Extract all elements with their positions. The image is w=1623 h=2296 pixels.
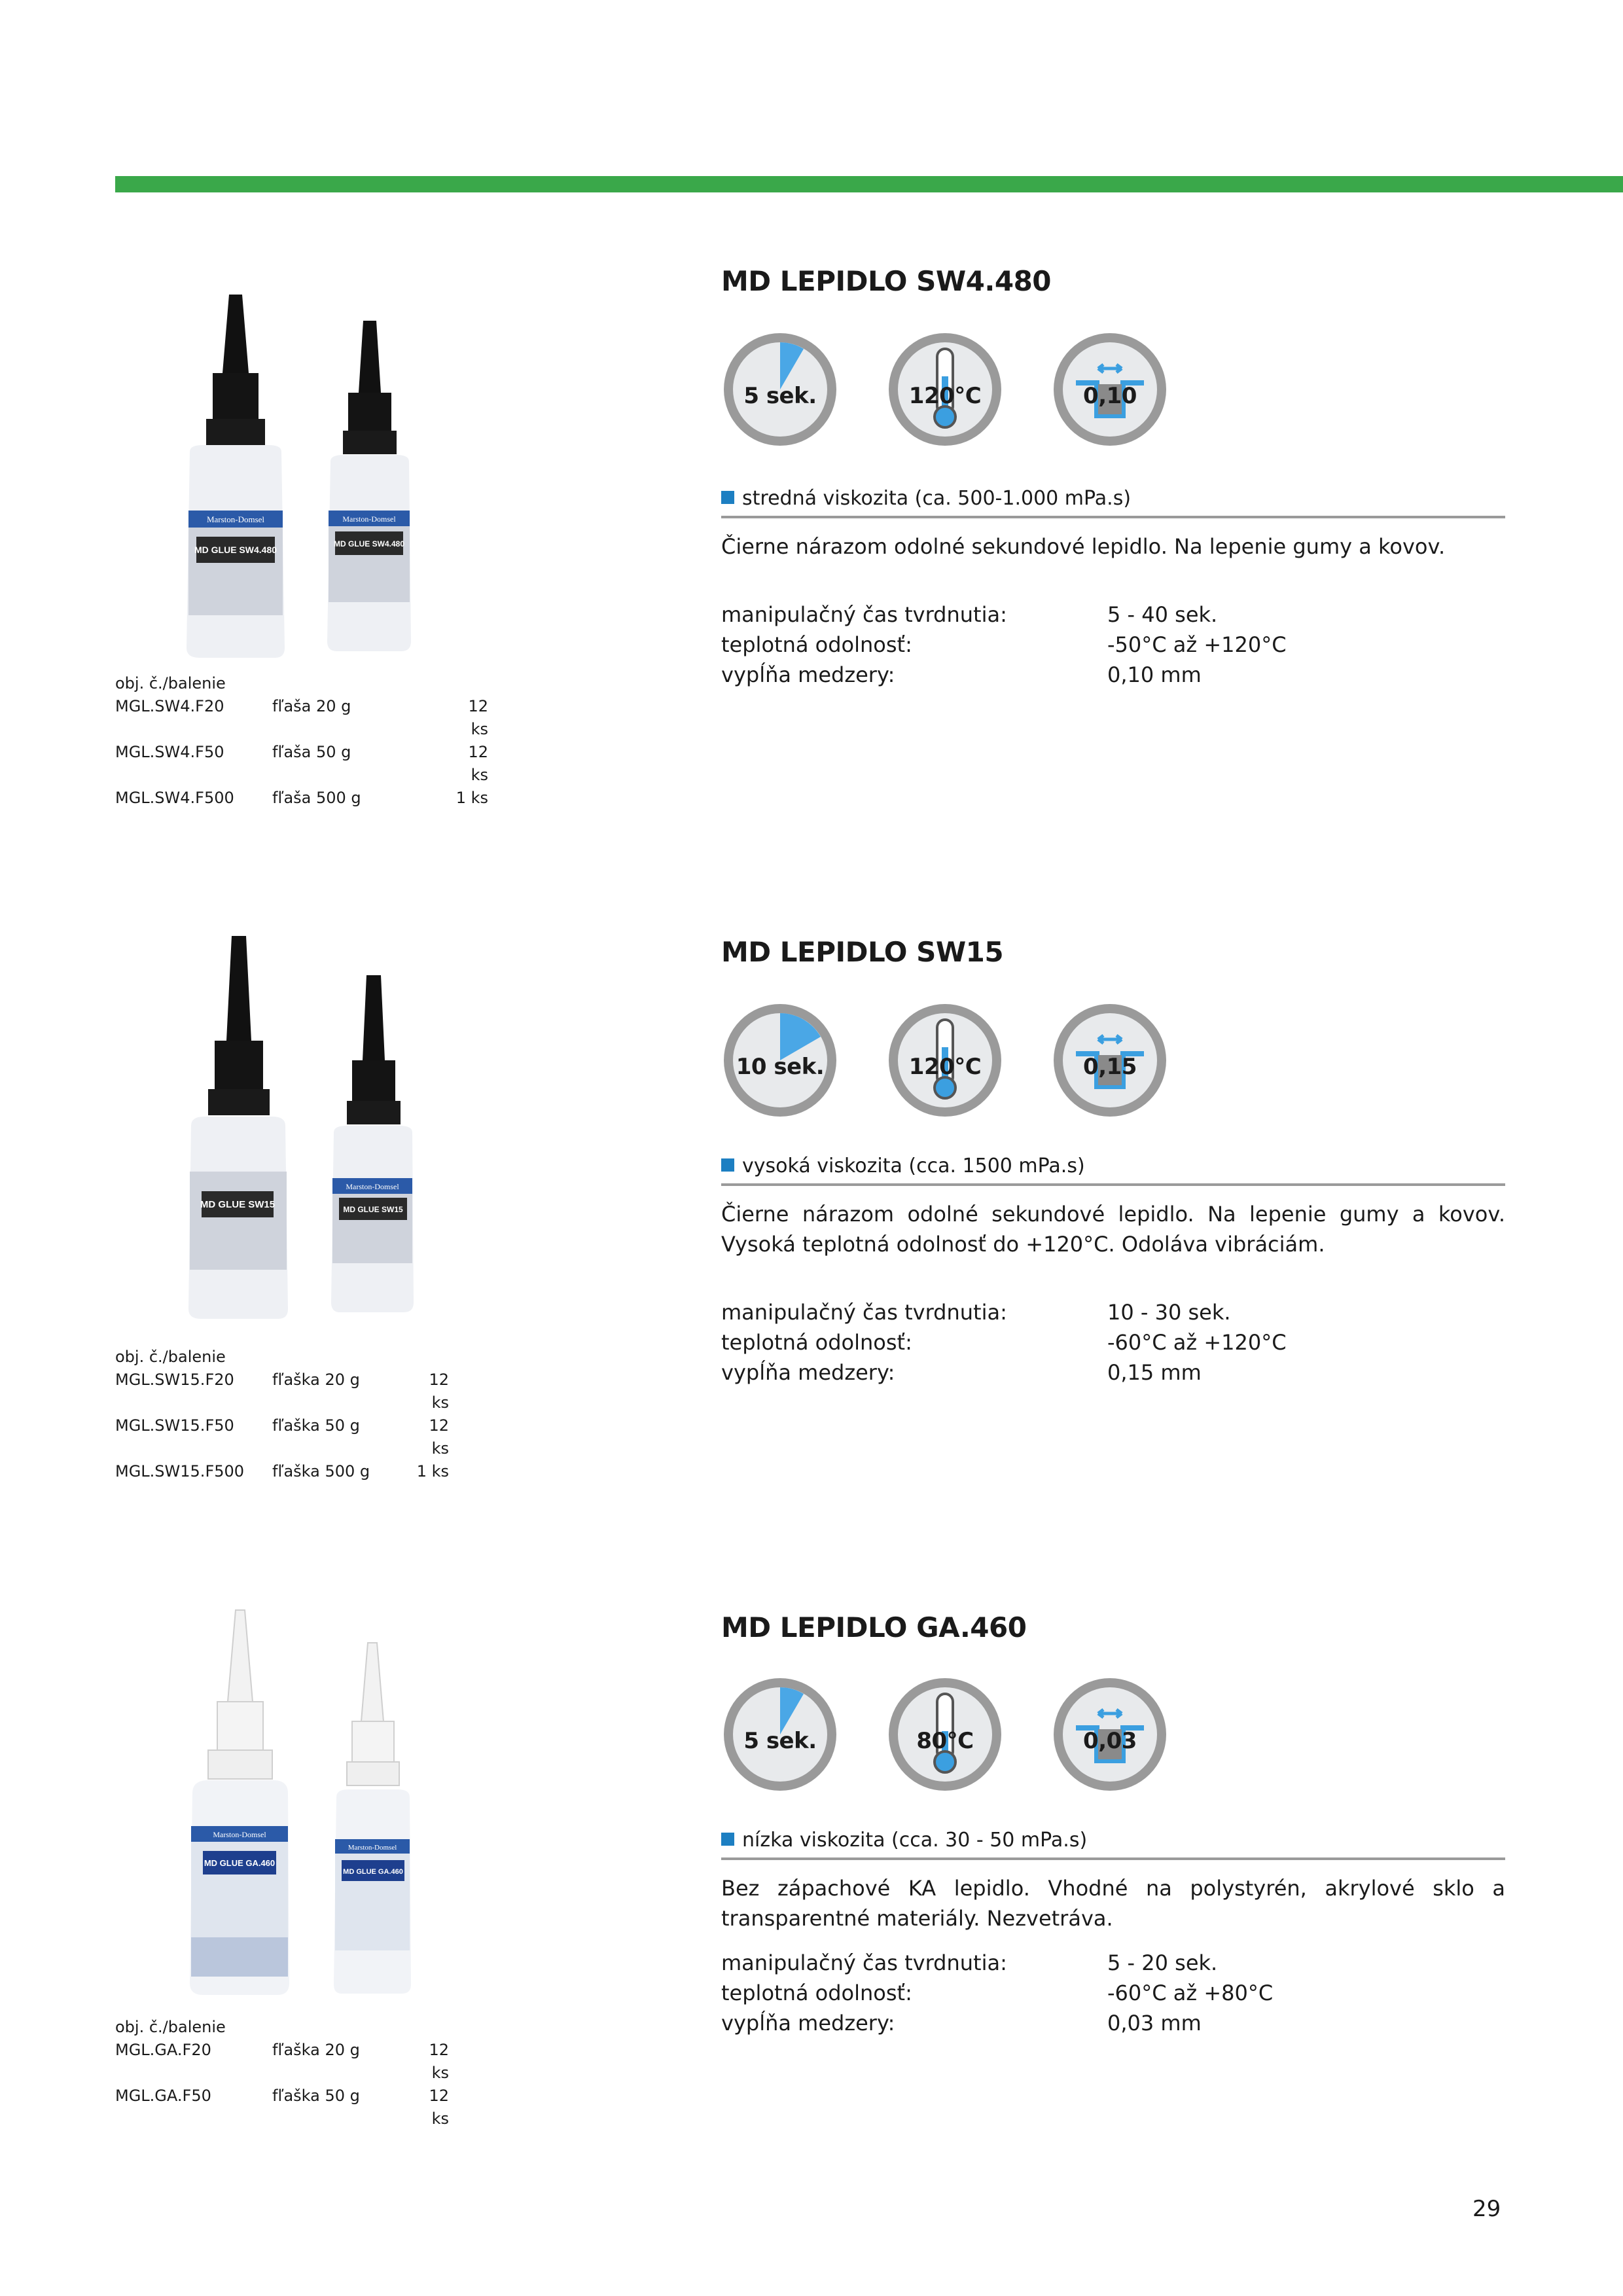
bottle-large bbox=[188, 936, 288, 1319]
spec-label: manipulačný čas tvrdnutia: bbox=[721, 602, 1007, 627]
product-photo-ga460 bbox=[177, 1604, 517, 2009]
order-qty: 1 ks bbox=[455, 789, 488, 807]
bottle-brand-text: Marston-Domsel bbox=[213, 1830, 266, 1839]
thermometer-icon bbox=[886, 1676, 1004, 1793]
product-description: Bez zápachové KA lepidlo. Vhodné na polystyrén, akrylové sklo a transparentné materiály. Nezvetráva. bbox=[721, 1876, 1505, 1931]
spec-value: 0,10 mm bbox=[1107, 662, 1202, 687]
thermometer-icon bbox=[886, 1001, 1004, 1119]
order-pack: fľaša 50 g bbox=[272, 743, 351, 761]
feature-icons bbox=[721, 1676, 1179, 1800]
product-title: MD LEPIDLO SW4.480 bbox=[721, 265, 1052, 297]
bottle-brand-text: Marston-Domsel bbox=[342, 514, 396, 524]
gap-fill-icon bbox=[1051, 1676, 1169, 1793]
bottle-product-text: MD GLUE SW4.480 bbox=[194, 545, 277, 555]
spec-row bbox=[721, 1978, 1273, 2008]
bottle-brand-text: Marston-Domsel bbox=[206, 514, 265, 524]
order-pack: fľaška 20 g bbox=[272, 2041, 360, 2059]
feature-icons bbox=[721, 1001, 1179, 1126]
order-table-header: obj. č./balenie bbox=[115, 2018, 226, 2036]
order-code: MGL.SW4.F20 bbox=[115, 697, 224, 715]
order-code: MGL.GA.F20 bbox=[115, 2041, 211, 2059]
spec-row bbox=[721, 1297, 1287, 1327]
order-code: MGL.SW15.F20 bbox=[115, 1371, 234, 1389]
bottle-product-text: MD GLUE SW4.480 bbox=[333, 539, 405, 548]
bottle-product-text: MD GLUE GA.460 bbox=[204, 1858, 276, 1868]
spec-value: -50°C až +120°C bbox=[1107, 632, 1287, 657]
order-qty: 12 ks bbox=[429, 1371, 449, 1412]
order-code: MGL.SW15.F500 bbox=[115, 1462, 245, 1480]
product-description: Čierne nárazom odolné sekundové lepidlo. Na lepenie gumy a kovov. Vysoká teplotná odolnosť do +120°C. Odoláva vibráciám. bbox=[721, 1202, 1505, 1257]
order-qty: 12 ks bbox=[429, 2087, 449, 2128]
spec-label: teplotná odolnosť: bbox=[721, 1981, 912, 2005]
order-pack: fľaška 50 g bbox=[272, 1416, 360, 1435]
spec-value: 5 - 20 sek. bbox=[1107, 1950, 1218, 1975]
bottle-brand-text: Marston-Domsel bbox=[346, 1182, 399, 1191]
order-table-header: obj. č./balenie bbox=[115, 674, 226, 692]
cure-time-value: 10 sek. bbox=[736, 1054, 825, 1080]
gap-value: 0,10 bbox=[1083, 383, 1137, 409]
bottle-product-text: MD GLUE SW15 bbox=[200, 1199, 276, 1210]
order-qty: 12 ks bbox=[468, 697, 488, 738]
order-qty: 1 ks bbox=[416, 1462, 449, 1480]
order-pack: fľaška 500 g bbox=[272, 1462, 370, 1480]
spec-label: vypĺňa medzery: bbox=[721, 662, 895, 687]
order-pack: fľaška 50 g bbox=[272, 2087, 360, 2105]
cure-time-icon bbox=[721, 1001, 839, 1119]
spec-row bbox=[721, 1357, 1287, 1388]
order-table-header: obj. č./balenie bbox=[115, 1348, 226, 1366]
table-row bbox=[115, 787, 488, 810]
bottle-product-text: MD GLUE GA.460 bbox=[343, 1868, 403, 1876]
product-title: MD LEPIDLO SW15 bbox=[721, 936, 1004, 968]
order-code: MGL.SW4.F50 bbox=[115, 743, 224, 761]
order-table-sw4480 bbox=[115, 672, 488, 810]
product-title: MD LEPIDLO GA.460 bbox=[721, 1611, 1027, 1643]
spec-value: -60°C až +80°C bbox=[1107, 1981, 1274, 2005]
spec-value: 5 - 40 sek. bbox=[1107, 602, 1218, 627]
spec-list bbox=[721, 1948, 1273, 2038]
cure-time-value: 5 sek. bbox=[743, 1728, 817, 1754]
table-row bbox=[115, 1369, 449, 1414]
viscosity-text: nízka viskozita (cca. 30 - 50 mPa.s) bbox=[742, 1829, 1088, 1852]
viscosity-text: vysoká viskozita (cca. 1500 mPa.s) bbox=[742, 1155, 1085, 1177]
square-bullet-icon bbox=[721, 1833, 734, 1846]
spec-label: vypĺňa medzery: bbox=[721, 1360, 895, 1385]
spec-row bbox=[721, 660, 1287, 690]
gap-value: 0,15 bbox=[1083, 1054, 1137, 1080]
spec-list bbox=[721, 1297, 1287, 1388]
cure-time-icon bbox=[721, 1676, 839, 1793]
table-row bbox=[115, 695, 488, 741]
spec-value: -60°C až +120°C bbox=[1107, 1330, 1287, 1355]
order-table-sw15 bbox=[115, 1346, 449, 1483]
spec-label: teplotná odolnosť: bbox=[721, 632, 912, 657]
spec-value: 0,03 mm bbox=[1107, 2011, 1202, 2036]
product-description: Čierne nárazom odolné sekundové lepidlo. Na lepenie gumy a kovov. bbox=[721, 534, 1446, 559]
viscosity-line bbox=[721, 1829, 1505, 1860]
temperature-value: 120°C bbox=[908, 383, 982, 409]
spec-label: vypĺňa medzery: bbox=[721, 2011, 895, 2036]
temperature-value: 120°C bbox=[908, 1054, 982, 1080]
spec-row bbox=[721, 1327, 1287, 1357]
table-row bbox=[115, 1414, 449, 1460]
spec-row bbox=[721, 1948, 1273, 1978]
bottle-large bbox=[190, 1610, 289, 1995]
bottle-product-text: MD GLUE SW15 bbox=[343, 1205, 403, 1214]
cure-time-value: 5 sek. bbox=[743, 383, 817, 409]
order-code: MGL.SW4.F500 bbox=[115, 789, 234, 807]
order-table-ga460 bbox=[115, 2016, 449, 2130]
viscosity-line bbox=[721, 1155, 1505, 1186]
square-bullet-icon bbox=[721, 1158, 734, 1172]
spec-label: teplotná odolnosť: bbox=[721, 1330, 912, 1355]
order-code: MGL.SW15.F50 bbox=[115, 1416, 234, 1435]
spec-label: manipulačný čas tvrdnutia: bbox=[721, 1950, 1007, 1975]
bottle-brand-text: Marston-Domsel bbox=[348, 1844, 397, 1852]
order-qty: 12 ks bbox=[429, 1416, 449, 1458]
table-row bbox=[115, 1460, 449, 1483]
page-number: 29 bbox=[1472, 2196, 1501, 2222]
table-row bbox=[115, 2085, 449, 2130]
product-photo-sw15 bbox=[177, 929, 517, 1335]
spec-value: 0,15 mm bbox=[1107, 1360, 1202, 1385]
bottle-small bbox=[331, 975, 414, 1312]
order-pack: fľaška 20 g bbox=[272, 1371, 360, 1389]
table-row bbox=[115, 741, 488, 787]
temperature-value: 80°C bbox=[916, 1728, 974, 1754]
order-qty: 12 ks bbox=[429, 2041, 449, 2082]
gap-value: 0,03 bbox=[1083, 1728, 1137, 1754]
spec-label: manipulačný čas tvrdnutia: bbox=[721, 1300, 1007, 1325]
spec-value: 10 - 30 sek. bbox=[1107, 1300, 1231, 1325]
order-pack: fľaša 20 g bbox=[272, 697, 351, 715]
order-code: MGL.GA.F50 bbox=[115, 2087, 211, 2105]
order-pack: fľaša 500 g bbox=[272, 789, 361, 807]
viscosity-text: stredná viskozita (ca. 500-1.000 mPa.s) bbox=[742, 487, 1132, 510]
spec-row bbox=[721, 2008, 1273, 2038]
gap-fill-icon bbox=[1051, 1001, 1169, 1119]
bottle-small bbox=[334, 1643, 411, 1994]
table-row bbox=[115, 2039, 449, 2085]
order-qty: 12 ks bbox=[468, 743, 488, 784]
